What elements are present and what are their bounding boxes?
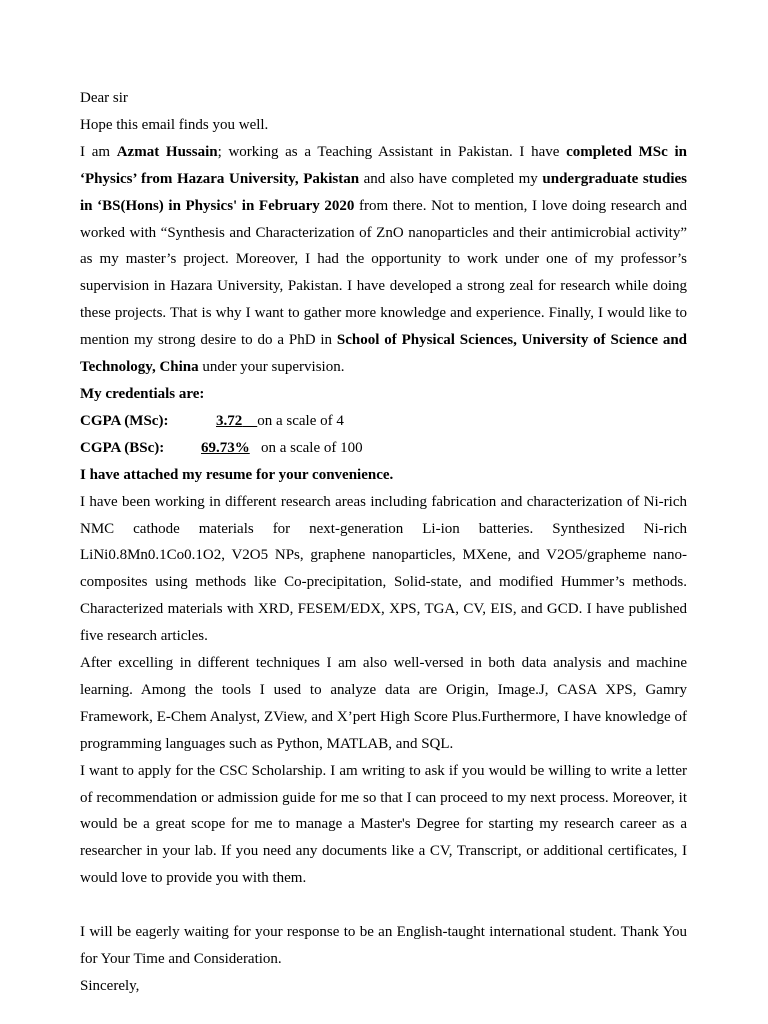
credentials-heading <box>80 381 687 408</box>
salutation: Dear sir <box>80 90 128 106</box>
cgpa-bsc-row <box>80 435 687 462</box>
intro-text-3: and also have completed my <box>359 170 543 187</box>
signoff: Sincerely, <box>80 978 140 994</box>
skills-paragraph: After excelling in different techniques I am also well-versed in both data analysis and machine learning. Among the tools I used to analyze data are Origin, Image.J, CASA XPS, Gamry Framework, E-Chem Analyst, ZView, and X’pert High Score Plus.Furthermore, I have knowledge of programming languages such as Python, MATLAB, and SQL. <box>80 655 687 752</box>
request-paragraph: I want to apply for the CSC Scholarship. I am writing to ask if you would be willing to write a letter of recommendation or admission guide for me so that I can proceed to my next process. Moreover, it would be a great scope for me to manage a Master's Degree for starting my research career as a researcher in your lab. If you need any documents like a CV, Transcript, or additional certificates, I would love to provide you with them. <box>80 762 687 887</box>
target-school: School of Physical Sciences, University of Science and Technology, China <box>80 332 688 376</box>
credentials-heading-text: My credentials are: <box>80 385 205 402</box>
intro-paragraph <box>80 139 687 381</box>
intro-text-5: under your supervision. <box>198 359 345 376</box>
author-name: Azmat Hussain <box>116 143 218 160</box>
resume-note-text: I have attached my resume for your convenience. <box>80 466 394 483</box>
cgpa-msc-scale: on a scale of 4 <box>257 412 344 429</box>
cgpa-msc-label: CGPA (MSc): <box>80 412 169 429</box>
cgpa-msc-value <box>216 413 257 429</box>
cgpa-bsc-value: 69.73% <box>201 439 250 456</box>
letter-body <box>80 85 687 1000</box>
resume-note <box>80 462 687 489</box>
cgpa-bsc-label: CGPA (BSc): <box>80 439 165 456</box>
cgpa-msc-row <box>80 408 687 435</box>
closing-paragraph: I will be eagerly waiting for your response to be an English-taught international student. Thank You for Your Time and Consideration. <box>80 924 687 968</box>
paragraph-gap <box>80 892 687 919</box>
intro-text-2: ; working as a Teaching Assistant in Pakistan. I have <box>217 143 567 160</box>
msc-degree: completed MSc in ‘Physics’ from Hazara University, Pakistan <box>80 143 687 187</box>
greeting: Hope this email finds you well. <box>80 116 269 133</box>
research-paragraph: I have been working in different research areas including fabrication and characterization of Ni-rich NMC cathode materials for next-generation Li-ion batteries. Synthesized Ni-rich LiNi0.8Mn0.1Co0.1O2, V2O5 NPs, graphene nanoparticles, MXene, and V2O5/grapheme nano-composites using methods like Co-precipitation, Solid-state, and modified Hummer’s methods. Characterized materials with XRD, FESEM/EDX, XPS, TGA, CV, EIS, and GCD. I have published five research articles. <box>80 493 687 645</box>
intro-text-4: from there. Not to mention, I love doing research and worked with “Synthesis and Characterization of ZnO nanoparticles and their antimicrobial activity” as my master’s project. Moreover, I had the opportunity to work under one of my professor’s supervision in Hazara University, Pakistan. I have developed a strong zeal for research while doing these projects. That is why I want to gather more knowledge and experience. Finally, I would like to mention my strong desire to do a PhD in <box>80 197 688 349</box>
cgpa-msc-value-text: 3.72 <box>216 412 243 429</box>
intro-text-1: I am <box>80 143 117 160</box>
cgpa-bsc-scale: on a scale of 100 <box>261 439 363 456</box>
bs-degree: undergraduate studies in ‘BS(Hons) in Physics' in February 2020 <box>80 170 688 214</box>
